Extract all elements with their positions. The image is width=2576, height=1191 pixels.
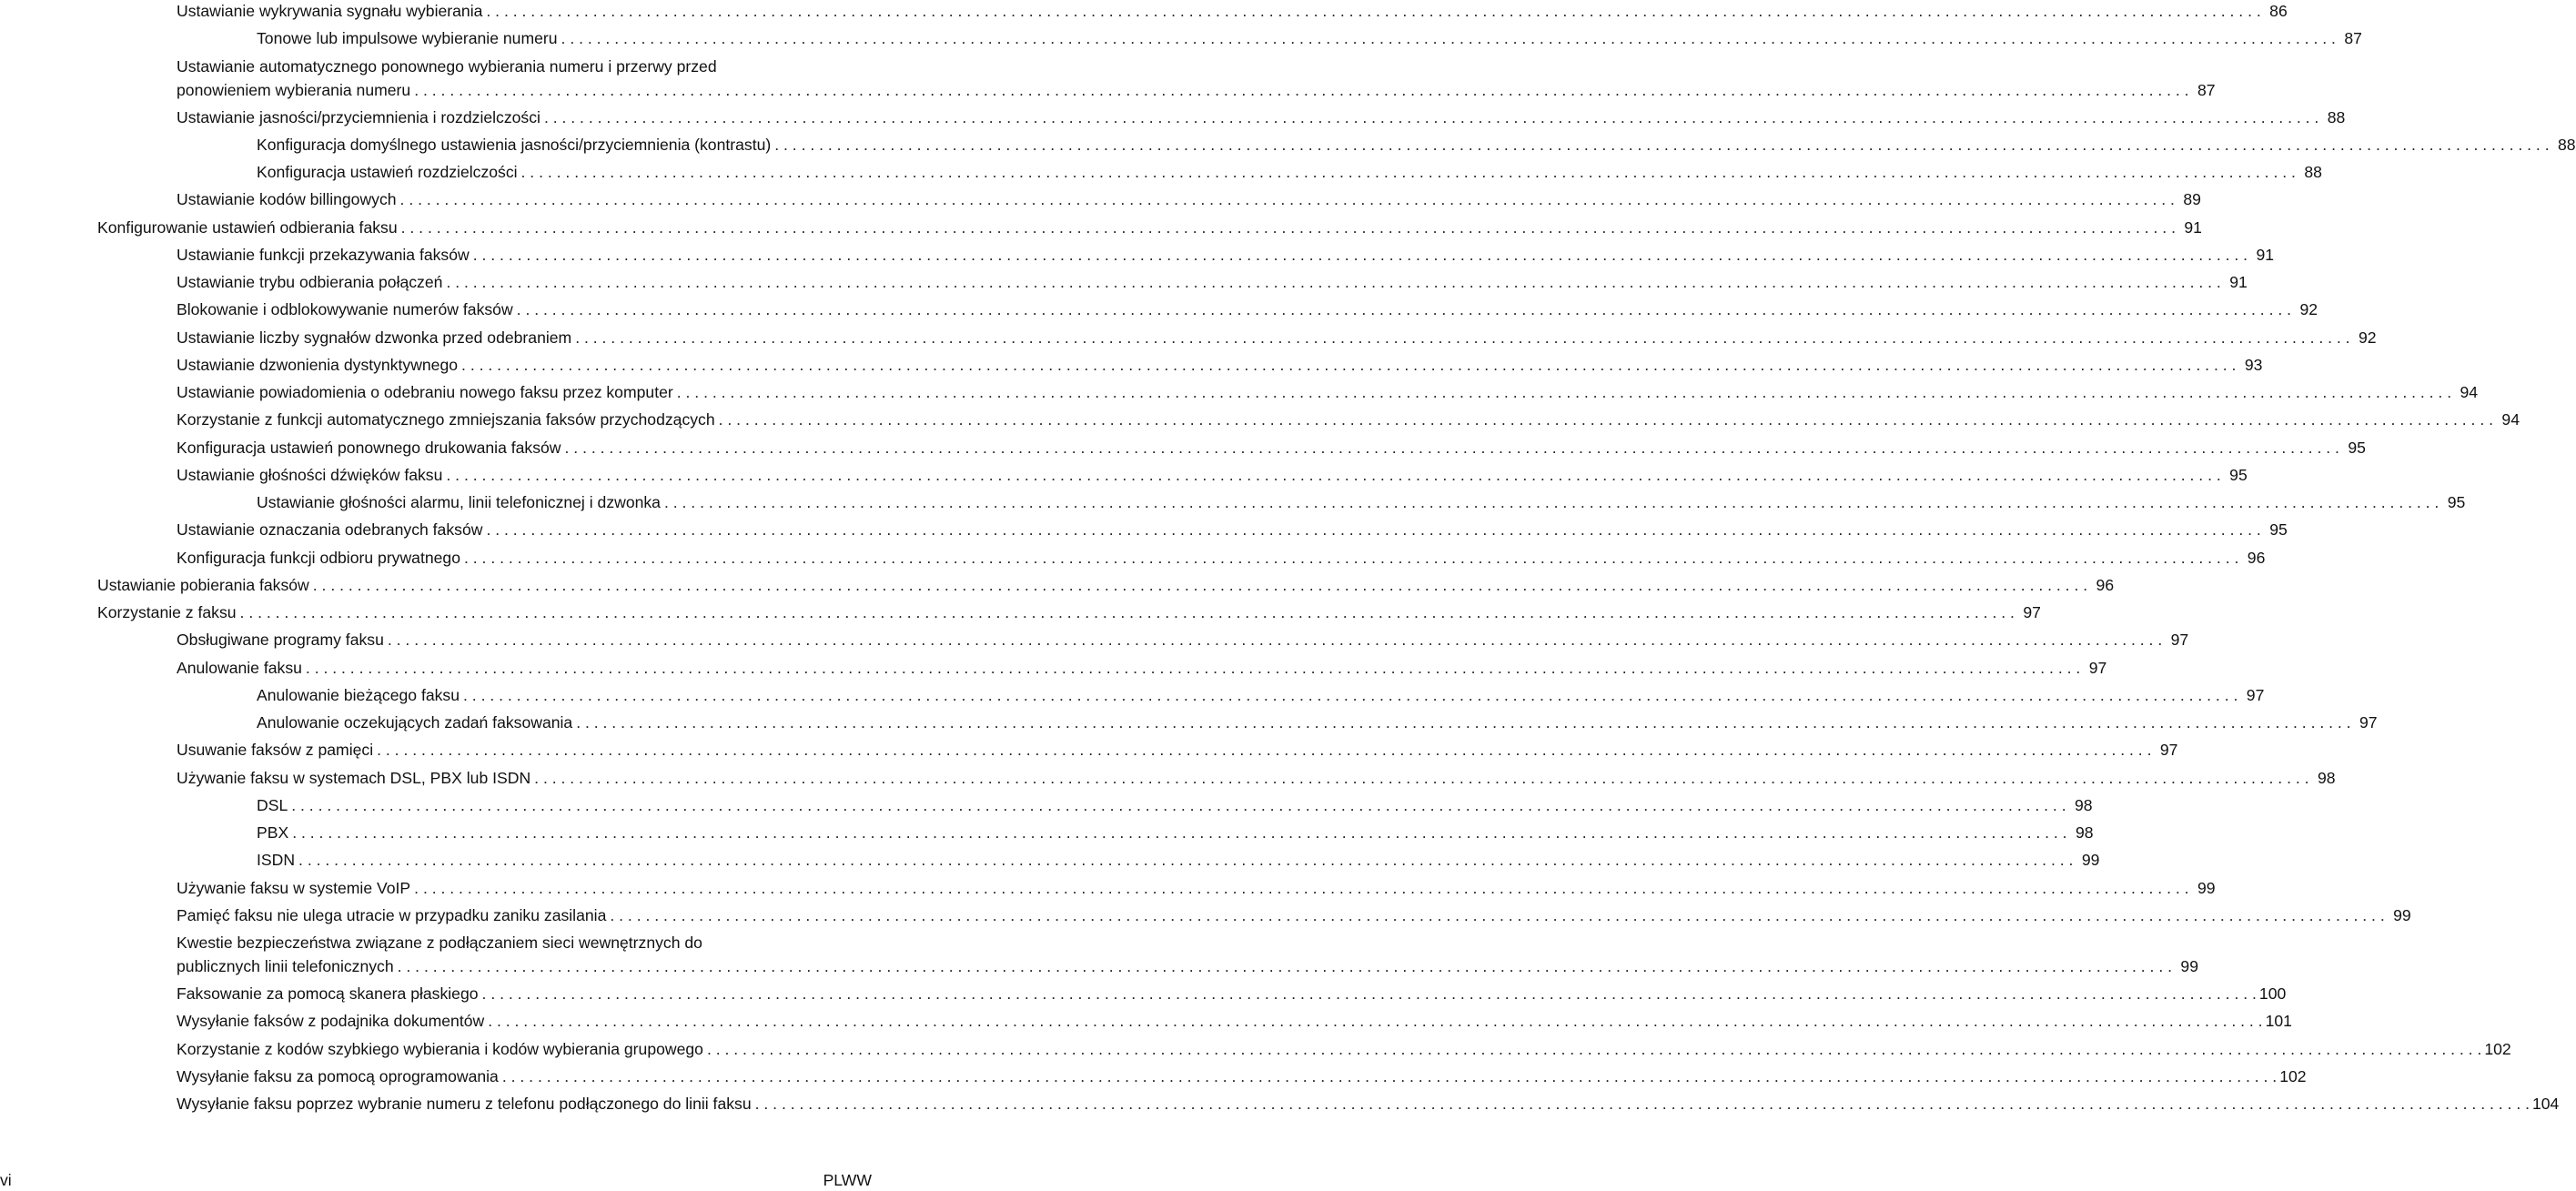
toc-entry-title: Tonowe lub impulsowe wybieranie numeru — [257, 29, 558, 48]
toc-page-number: 86 — [2269, 2, 2288, 20]
dot-leader: . . . . . . . . . . . . . . . . . . . . . . . . . . . . . . . . . . . . . . . . . . . . . . . . . . . . . . . . . . . . . . . . . . . . . . . . . . . . . . . . . . . . . . . . . . . . . . . . . . . . . . . . . . . . . . . . . . . . . . . . . . . . . . . . . . . . . . . . . . . . . . . . . . . . . . . . . . . . . . . . . . . . . . . . . . . . . . . . . . . . . . . . . . . . . . . . . . . . . . . . — [414, 878, 2189, 897]
toc-entry[interactable] — [177, 188, 2201, 210]
toc-page-number: 91 — [2184, 217, 2202, 237]
toc-page-number: 95 — [2348, 438, 2366, 457]
toc-entry-title: Ustawianie pobierania faksów — [97, 575, 309, 594]
toc-entry-title: Ustawianie automatycznego ponownego wybierania numeru i przerwy przed — [177, 56, 717, 76]
dot-leader: . . . . . . . . . . . . . . . . . . . . . . . . . . . . . . . . . . . . . . . . . . . . . . . . . . . . . . . . . . . . . . . . . . . . . . . . . . . . . . . . . . . . . . . . . . . . . . . . . . . . . . . . . . . . . . . . . . . . . . . . . . . . . . . . . . . . . . . . . . . . . . . . . . . . . . . . . . . . . . . . . . . . . . . . . . . . . . . . . . . . . . . . . . . . . . . . . . . . . . . . — [534, 768, 2309, 787]
toc-entry-title: Blokowanie i odblokowywanie numerów faksów — [177, 300, 513, 319]
toc-entry[interactable] — [257, 134, 2576, 156]
toc-entry-title: DSL — [257, 795, 288, 814]
toc-page-number: 95 — [2269, 520, 2288, 540]
toc-entry[interactable] — [257, 161, 2322, 183]
toc-page-number: 100 — [2258, 984, 2287, 1003]
toc-entry[interactable] — [177, 767, 2336, 789]
toc-entry[interactable] — [177, 1038, 2511, 1060]
toc-entry[interactable] — [177, 409, 2520, 430]
toc-page-number: 101 — [2265, 1012, 2292, 1031]
toc-page-number: 97 — [2170, 631, 2189, 650]
toc-entry-title: PBX — [257, 823, 289, 842]
toc-entry[interactable] — [177, 0, 2288, 22]
toc-page-number: 97 — [2359, 713, 2378, 732]
document-code: PLWW — [823, 1171, 872, 1189]
toc-page-number: 99 — [2197, 878, 2216, 897]
toc-page-number: 88 — [2327, 107, 2346, 126]
dot-leader: . . . . . . . . . . . . . . . . . . . . . . . . . . . . . . . . . . . . . . . . . . . . . . . . . . . . . . . . . . . . . . . . . . . . . . . . . . . . . . . . . . . . . . . . . . . . . . . . . . . . . . . . . . . . . . . . . . . . . . . . . . . . . . . . . . . . . . . . . . . . . . . . . . . . . . . . . . . . . . . . . . . . . . . . . . . . . . . . . . . . . . . . . . . . . . . . . . . . . . . . — [305, 658, 2081, 677]
dot-leader: . . . . . . . . . . . . . . . . . . . . . . . . . . . . . . . . . . . . . . . . . . . . . . . . . . . . . . . . . . . . . . . . . . . . . . . . . . . . . . . . . . . . . . . . . . . . . . . . . . . . . . . . . . . . . . . . . . . . . . . . . . . . . . . . . . . . . . . . . . . . . . . . . . . . . . . . . . . . . . . . . . . . . . . . . . . . . . . . . . . . . . . . . . . . . . . . . . . . . . . . — [501, 1066, 2278, 1085]
toc-entry[interactable] — [97, 217, 2202, 238]
toc-entry-title: Ustawianie wykrywania sygnału wybierania — [177, 2, 483, 20]
toc-entry[interactable] — [257, 849, 2100, 871]
toc-page-number: 89 — [2183, 190, 2201, 209]
toc-page-number: 87 — [2344, 29, 2362, 48]
toc-entry-title: Anulowanie oczekujących zadań faksowania — [257, 713, 573, 732]
toc-page-number: 91 — [2229, 273, 2248, 291]
toc-entry-title: Konfigurowanie ustawień odbierania faksu — [97, 217, 398, 237]
toc-page-number: 88 — [2304, 163, 2322, 181]
toc-page-number: 98 — [2075, 795, 2093, 814]
dot-leader: . . . . . . . . . . . . . . . . . . . . . . . . . . . . . . . . . . . . . . . . . . . . . . . . . . . . . . . . . . . . . . . . . . . . . . . . . . . . . . . . . . . . . . . . . . . . . . . . . . . . . . . . . . . . . . . . . . . . . . . . . . . . . . . . . . . . . . . . . . . . . . . . . . . . . . . . . . . . . . . . . . . . . . . . . . . . . . . . . . . . . . . . . . . . . . . . . . . . . . . . — [520, 163, 2296, 181]
toc-entry-title: Ustawianie głośności alarmu, linii telefonicznej i dzwonka — [257, 493, 661, 511]
toc-page-number: 94 — [2460, 383, 2479, 401]
dot-leader: . . . . . . . . . . . . . . . . . . . . . . . . . . . . . . . . . . . . . . . . . . . . . . . . . . . . . . . . . . . . . . . . . . . . . . . . . . . . . . . . . . . . . . . . . . . . . . . . . . . . . . . . . . . . . . . . . . . . . . . . . . . . . . . . . . . . . . . . . . . . . . . . . . . . . . . . . . . . . . . . . . . . . . . . . . . . . . . . . . . . . . . . . . . . . . . . . . . . . . . . — [706, 1039, 2482, 1058]
toc-entry[interactable] — [177, 327, 2377, 348]
toc-entry-title: Konfiguracja funkcji odbioru prywatnego — [177, 548, 460, 567]
toc-page-number: 94 — [2501, 410, 2520, 429]
dot-leader: . . . . . . . . . . . . . . . . . . . . . . . . . . . . . . . . . . . . . . . . . . . . . . . . . . . . . . . . . . . . . . . . . . . . . . . . . . . . . . . . . . . . . . . . . . . . . . . . . . . . . . . . . . . . . . . . . . . . . . . . . . . . . . . . . . . . . . . . . . . . . . . . . . . . . . . . . . . . . . . . . . . . . . . . . . . . . . . . . . . . . . . . . . . . . . . . . . . . . . . . — [312, 575, 2088, 594]
toc-entry[interactable] — [257, 27, 2362, 49]
toc-entry-title-continued: publicznych linii telefonicznych — [177, 957, 394, 975]
toc-entry[interactable] — [177, 106, 2346, 128]
toc-entry-title: Korzystanie z faksu — [97, 603, 237, 621]
toc-page-number: 92 — [2299, 300, 2318, 319]
toc-entry-title: Konfiguracja ustawień rozdzielczości — [257, 163, 518, 181]
dot-leader: . . . . . . . . . . . . . . . . . . . . . . . . . . . . . . . . . . . . . . . . . . . . . . . . . . . . . . . . . . . . . . . . . . . . . . . . . . . . . . . . . . . . . . . . . . . . . . . . . . . . . . . . . . . . . . . . . . . . . . . . . . . . . . . . . . . . . . . . . . . . . . . . . . . . . . . . . . . . . . . . . . . . . . . . . . . . . . . . . . . . . . . . . . . . . . . . . . . . . . . . — [516, 300, 2292, 319]
toc-page-number: 102 — [2279, 1066, 2307, 1085]
dot-leader: . . . . . . . . . . . . . . . . . . . . . . . . . . . . . . . . . . . . . . . . . . . . . . . . . . . . . . . . . . . . . . . . . . . . . . . . . . . . . . . . . . . . . . . . . . . . . . . . . . . . . . . . . . . . . . . . . . . . . . . . . . . . . . . . . . . . . . . . . . . . . . . . . . . . . . . . . . . . . . . . . . . . . . . . . . . . . . . . . . . . . . . . . . . . . . . . . . . . . . . . — [399, 190, 2175, 209]
toc-entry[interactable] — [177, 464, 2248, 486]
toc-entry-title: Ustawianie liczby sygnałów dzwonka przed odebraniem — [177, 328, 572, 347]
dot-leader: . . . . . . . . . . . . . . . . . . . . . . . . . . . . . . . . . . . . . . . . . . . . . . . . . . . . . . . . . . . . . . . . . . . . . . . . . . . . . . . . . . . . . . . . . . . . . . . . . . . . . . . . . . . . . . . . . . . . . . . . . . . . . . . . . . . . . . . . . . . . . . . . . . . . . . . . . . . . . . . . . . . . . . . . . . . . . . . . . . . . . . . . . . . . . . . . . . . . . . . . — [610, 905, 2385, 924]
toc-page-number: 87 — [2197, 80, 2216, 99]
toc-entry[interactable] — [177, 739, 2178, 761]
toc-entry-title: Korzystanie z funkcji automatycznego zmniejszania faksów przychodzących — [177, 410, 715, 429]
toc-entry[interactable] — [177, 1065, 2307, 1087]
dot-leader: . . . . . . . . . . . . . . . . . . . . . . . . . . . . . . . . . . . . . . . . . . . . . . . . . . . . . . . . . . . . . . . . . . . . . . . . . . . . . . . . . . . . . . . . . . . . . . . . . . . . . . . . . . . . . . . . . . . . . . . . . . . . . . . . . . . . . . . . . . . . . . . . . . . . . . . . . . . . . . . . . . . . . . . . . . . . . . . . . . . . . . . . . . . . . . . . . . . . . . . . — [486, 2, 2261, 20]
dot-leader: . . . . . . . . . . . . . . . . . . . . . . . . . . . . . . . . . . . . . . . . . . . . . . . . . . . . . . . . . . . . . . . . . . . . . . . . . . . . . . . . . . . . . . . . . . . . . . . . . . . . . . . . . . . . . . . . . . . . . . . . . . . . . . . . . . . . . . . . . . . . . . . . . . . . . . . . . . . . . . . . . . . . . . . . . . . . . . . . . . . . . . . . . . . . . . . . . . . . . . . . — [754, 1095, 2530, 1113]
toc-page-number: 98 — [2076, 823, 2094, 842]
dot-leader: . . . . . . . . . . . . . . . . . . . . . . . . . . . . . . . . . . . . . . . . . . . . . . . . . . . . . . . . . . . . . . . . . . . . . . . . . . . . . . . . . . . . . . . . . . . . . . . . . . . . . . . . . . . . . . . . . . . . . . . . . . . . . . . . . . . . . . . . . . . . . . . . . . . . . . . . . . . . . . . . . . . . . . . . . . . . . . . . . . . . . . . . . . . . . . . . . . . . . . . . — [718, 410, 2493, 429]
toc-page-number: 93 — [2244, 355, 2263, 374]
toc-page-number: 92 — [2358, 328, 2377, 347]
dot-leader: . . . . . . . . . . . . . . . . . . . . . . . . . . . . . . . . . . . . . . . . . . . . . . . . . . . . . . . . . . . . . . . . . . . . . . . . . . . . . . . . . . . . . . . . . . . . . . . . . . . . . . . . . . . . . . . . . . . . . . . . . . . . . . . . . . . . . . . . . . . . . . . . . . . . . . . . . . . . . . . . . . . . . . . . . . . . . . . . . . . . . . . . . . . . . . . . . . . . . . . . — [291, 795, 2066, 814]
toc-entry-title: Ustawianie trybu odbierania połączeń — [177, 273, 443, 291]
toc-entry-title: Używanie faksu w systemach DSL, PBX lub ISDN — [177, 768, 531, 787]
toc-entry[interactable] — [257, 822, 2094, 843]
dot-leader: . . . . . . . . . . . . . . . . . . . . . . . . . . . . . . . . . . . . . . . . . . . . . . . . . . . . . . . . . . . . . . . . . . . . . . . . . . . . . . . . . . . . . . . . . . . . . . . . . . . . . . . . . . . . . . . . . . . . . . . . . . . . . . . . . . . . . . . . . . . . . . . . . . . . . . . . . . . . . . . . . . . . . . . . . . . . . . . . . . . . . . . . . . . . . . . . . . . . . . . . — [561, 29, 2336, 48]
toc-page-number: 97 — [2088, 658, 2107, 677]
toc-entry[interactable] — [177, 1010, 2292, 1032]
toc-page-number: 102 — [2484, 1039, 2511, 1058]
toc-entry-title: Korzystanie z kodów szybkiego wybierania i kodów wybierania grupowego — [177, 1039, 703, 1058]
toc-entry-title: Wysyłanie faksów z podajnika dokumentów — [177, 1012, 485, 1031]
toc-entry[interactable] — [177, 437, 2366, 459]
toc-entry-title: Anulowanie bieżącego faksu — [257, 685, 460, 704]
toc-entry-title: Konfiguracja domyślnego ustawienia jasności/przyciemnienia (kontrastu) — [257, 135, 772, 154]
dot-leader: . . . . . . . . . . . . . . . . . . . . . . . . . . . . . . . . . . . . . . . . . . . . . . . . . . . . . . . . . . . . . . . . . . . . . . . . . . . . . . . . . . . . . . . . . . . . . . . . . . . . . . . . . . . . . . . . . . . . . . . . . . . . . . . . . . . . . . . . . . . . . . . . . . . . . . . . . . . . . . . . . . . . . . . . . . . . . . . . . . . . . . . . . . . . . . . . . . . . . . . . — [400, 217, 2176, 237]
dot-leader: . . . . . . . . . . . . . . . . . . . . . . . . . . . . . . . . . . . . . . . . . . . . . . . . . . . . . . . . . . . . . . . . . . . . . . . . . . . . . . . . . . . . . . . . . . . . . . . . . . . . . . . . . . . . . . . . . . . . . . . . . . . . . . . . . . . . . . . . . . . . . . . . . . . . . . . . . . . . . . . . . . . . . . . . . . . . . . . . . . . . . . . . . . . . . . . . . . . . . . . . — [488, 1012, 2263, 1031]
toc-page-number: 99 — [2180, 957, 2198, 975]
toc-entry[interactable] — [177, 657, 2107, 679]
toc-page-number: 96 — [2096, 575, 2115, 594]
toc-entry[interactable] — [177, 519, 2288, 540]
toc-entry-title: Usuwanie faksów z pamięci — [177, 741, 374, 760]
toc-page-number: 96 — [2247, 548, 2266, 567]
toc-page-number: 104 — [2531, 1095, 2560, 1113]
toc-page-number: 97 — [2159, 741, 2178, 760]
toc-page-number: 95 — [2229, 465, 2248, 484]
toc-entry-title: ISDN — [257, 851, 296, 870]
toc-entry[interactable] — [177, 983, 2287, 1004]
toc-entry-title: Ustawianie głośności dźwięków faksu — [177, 465, 443, 484]
toc-entry-title: Wysyłanie faksu poprzez wybranie numeru z telefonu podłączonego do linii faksu — [177, 1095, 752, 1113]
dot-leader: . . . . . . . . . . . . . . . . . . . . . . . . . . . . . . . . . . . . . . . . . . . . . . . . . . . . . . . . . . . . . . . . . . . . . . . . . . . . . . . . . . . . . . . . . . . . . . . . . . . . . . . . . . . . . . . . . . . . . . . . . . . . . . . . . . . . . . . . . . . . . . . . . . . . . . . . . . . . . . . . . . . . . . . . . . . . . . . . . . . . . . . . . . . . . . . . . . . . . . . . — [575, 328, 2350, 347]
dot-leader: . . . . . . . . . . . . . . . . . . . . . . . . . . . . . . . . . . . . . . . . . . . . . . . . . . . . . . . . . . . . . . . . . . . . . . . . . . . . . . . . . . . . . . . . . . . . . . . . . . . . . . . . . . . . . . . . . . . . . . . . . . . . . . . . . . . . . . . . . . . . . . . . . . . . . . . . . . . . . . . . . . . . . . . . . . . . . . . . . . . . . . . . . . . . . . . . . . . . . . . . — [481, 984, 2257, 1003]
toc-entry-title-continued: ponowieniem wybierania numeru — [177, 80, 411, 99]
dot-leader: . . . . . . . . . . . . . . . . . . . . . . . . . . . . . . . . . . . . . . . . . . . . . . . . . . . . . . . . . . . . . . . . . . . . . . . . . . . . . . . . . . . . . . . . . . . . . . . . . . . . . . . . . . . . . . . . . . . . . . . . . . . . . . . . . . . . . . . . . . . . . . . . . . . . . . . . . . . . . . . . . . . . . . . . . . . . . . . . . . . . . . . . . . . . . . . . . . . . . . . . — [292, 823, 2067, 842]
dot-leader: . . . . . . . . . . . . . . . . . . . . . . . . . . . . . . . . . . . . . . . . . . . . . . . . . . . . . . . . . . . . . . . . . . . . . . . . . . . . . . . . . . . . . . . . . . . . . . . . . . . . . . . . . . . . . . . . . . . . . . . . . . . . . . . . . . . . . . . . . . . . . . . . . . . . . . . . . . . . . . . . . . . . . . . . . . . . . . . . . . . . . . . . . . . . . . . . . . . . . . . . — [239, 603, 2015, 621]
toc-page-number: 99 — [2081, 851, 2100, 870]
toc-entry[interactable] — [257, 794, 2093, 816]
toc-page-number: 98 — [2317, 768, 2336, 787]
toc-entry-title: Pamięć faksu nie ulega utracie w przypadku zaniku zasilania — [177, 905, 607, 924]
toc-page-number: 88 — [2558, 135, 2576, 154]
dot-leader: . . . . . . . . . . . . . . . . . . . . . . . . . . . . . . . . . . . . . . . . . . . . . . . . . . . . . . . . . . . . . . . . . . . . . . . . . . . . . . . . . . . . . . . . . . . . . . . . . . . . . . . . . . . . . . . . . . . . . . . . . . . . . . . . . . . . . . . . . . . . . . . . . . . . . . . . . . . . . . . . . . . . . . . . . . . . . . . . . . . . . . . . . . . . . . . . . . . . . . . . — [446, 465, 2221, 484]
toc-entry-title: Ustawianie powiadomienia o odebraniu nowego faksu przez komputer — [177, 383, 673, 401]
toc-page-number: 99 — [2393, 905, 2411, 924]
dot-leader: . . . . . . . . . . . . . . . . . . . . . . . . . . . . . . . . . . . . . . . . . . . . . . . . . . . . . . . . . . . . . . . . . . . . . . . . . . . . . . . . . . . . . . . . . . . . . . . . . . . . . . . . . . . . . . . . . . . . . . . . . . . . . . . . . . . . . . . . . . . . . . . . . . . . . . . . . . . . . . . . . . . . . . . . . . . . . . . . . . . . . . . . . . . . . . . . . . . . . . . . — [414, 80, 2189, 99]
dot-leader: . . . . . . . . . . . . . . . . . . . . . . . . . . . . . . . . . . . . . . . . . . . . . . . . . . . . . . . . . . . . . . . . . . . . . . . . . . . . . . . . . . . . . . . . . . . . . . . . . . . . . . . . . . . . . . . . . . . . . . . . . . . . . . . . . . . . . . . . . . . . . . . . . . . . . . . . . . . . . . . . . . . . . . . . . . . . . . . . . . . . . . . . . . . . . . . . . . . . . . . . — [472, 245, 2248, 264]
toc-entry-title: Wysyłanie faksu za pomocą oprogramowania — [177, 1066, 499, 1085]
toc-entry[interactable] — [177, 381, 2479, 403]
dot-leader: . . . . . . . . . . . . . . . . . . . . . . . . . . . . . . . . . . . . . . . . . . . . . . . . . . . . . . . . . . . . . . . . . . . . . . . . . . . . . . . . . . . . . . . . . . . . . . . . . . . . . . . . . . . . . . . . . . . . . . . . . . . . . . . . . . . . . . . . . . . . . . . . . . . . . . . . . . . . . . . . . . . . . . . . . . . . . . . . . . . . . . . . . . . . . . . . . . . . . . . . — [676, 383, 2452, 401]
dot-leader: . . . . . . . . . . . . . . . . . . . . . . . . . . . . . . . . . . . . . . . . . . . . . . . . . . . . . . . . . . . . . . . . . . . . . . . . . . . . . . . . . . . . . . . . . . . . . . . . . . . . . . . . . . . . . . . . . . . . . . . . . . . . . . . . . . . . . . . . . . . . . . . . . . . . . . . . . . . . . . . . . . . . . . . . . . . . . . . . . . . . . . . . . . . . . . . . . . . . . . . . — [663, 493, 2440, 511]
toc-entry[interactable] — [177, 354, 2263, 376]
dot-leader: . . . . . . . . . . . . . . . . . . . . . . . . . . . . . . . . . . . . . . . . . . . . . . . . . . . . . . . . . . . . . . . . . . . . . . . . . . . . . . . . . . . . . . . . . . . . . . . . . . . . . . . . . . . . . . . . . . . . . . . . . . . . . . . . . . . . . . . . . . . . . . . . . . . . . . . . . . . . . . . . . . . . . . . . . . . . . . . . . . . . . . . . . . . . . . . . . . . . . . . . — [461, 355, 2237, 374]
toc-entry[interactable] — [177, 244, 2275, 266]
dot-leader: . . . . . . . . . . . . . . . . . . . . . . . . . . . . . . . . . . . . . . . . . . . . . . . . . . . . . . . . . . . . . . . . . . . . . . . . . . . . . . . . . . . . . . . . . . . . . . . . . . . . . . . . . . . . . . . . . . . . . . . . . . . . . . . . . . . . . . . . . . . . . . . . . . . . . . . . . . . . . . . . . . . . . . . . . . . . . . . . . . . . . . . . . . . . . . . . . . . . . . . . — [576, 713, 2351, 732]
toc-entry[interactable] — [177, 271, 2248, 293]
dot-leader: . . . . . . . . . . . . . . . . . . . . . . . . . . . . . . . . . . . . . . . . . . . . . . . . . . . . . . . . . . . . . . . . . . . . . . . . . . . . . . . . . . . . . . . . . . . . . . . . . . . . . . . . . . . . . . . . . . . . . . . . . . . . . . . . . . . . . . . . . . . . . . . . . . . . . . . . . . . . . . . . . . . . . . . . . . . . . . . . . . . . . . . . . . . . . . . . . . . . . . . . — [397, 957, 2172, 975]
toc-entry-title: Używanie faksu w systemie VoIP — [177, 878, 411, 897]
toc-entry[interactable] — [177, 877, 2216, 899]
toc-entry[interactable] — [177, 932, 2198, 977]
toc-entry-title: Konfiguracja ustawień ponownego drukowania faksów — [177, 438, 561, 457]
toc-entry[interactable] — [257, 684, 2265, 706]
toc-entry-title: Ustawianie dzwonienia dystynktywnego — [177, 355, 459, 374]
toc-page-number: 91 — [2256, 245, 2275, 264]
toc-entry[interactable] — [257, 491, 2466, 513]
dot-leader: . . . . . . . . . . . . . . . . . . . . . . . . . . . . . . . . . . . . . . . . . . . . . . . . . . . . . . . . . . . . . . . . . . . . . . . . . . . . . . . . . . . . . . . . . . . . . . . . . . . . . . . . . . . . . . . . . . . . . . . . . . . . . . . . . . . . . . . . . . . . . . . . . . . . . . . . . . . . . . . . . . . . . . . . . . . . . . . . . . . . . . . . . . . . . . . . . . . . . . . . — [464, 548, 2239, 567]
toc-entry-title: Faksowanie za pomocą skanera płaskiego — [177, 984, 479, 1003]
dot-leader: . . . . . . . . . . . . . . . . . . . . . . . . . . . . . . . . . . . . . . . . . . . . . . . . . . . . . . . . . . . . . . . . . . . . . . . . . . . . . . . . . . . . . . . . . . . . . . . . . . . . . . . . . . . . . . . . . . . . . . . . . . . . . . . . . . . . . . . . . . . . . . . . . . . . . . . . . . . . . . . . . . . . . . . . . . . . . . . . . . . . . . . . . . . . . . . . . . . . . . . . — [377, 741, 2152, 760]
dot-leader: . . . . . . . . . . . . . . . . . . . . . . . . . . . . . . . . . . . . . . . . . . . . . . . . . . . . . . . . . . . . . . . . . . . . . . . . . . . . . . . . . . . . . . . . . . . . . . . . . . . . . . . . . . . . . . . . . . . . . . . . . . . . . . . . . . . . . . . . . . . . . . . . . . . . . . . . . . . . . . . . . . . . . . . . . . . . . . . . . . . . . . . . . . . . . . . . . . . . . . . . — [774, 135, 2550, 154]
dot-leader: . . . . . . . . . . . . . . . . . . . . . . . . . . . . . . . . . . . . . . . . . . . . . . . . . . . . . . . . . . . . . . . . . . . . . . . . . . . . . . . . . . . . . . . . . . . . . . . . . . . . . . . . . . . . . . . . . . . . . . . . . . . . . . . . . . . . . . . . . . . . . . . . . . . . . . . . . . . . . . . . . . . . . . . . . . . . . . . . . . . . . . . . . . . . . . . . . . . . . . . . — [463, 685, 2238, 704]
toc-page-number: 97 — [2023, 603, 2041, 621]
toc-page-number: 97 — [2246, 685, 2265, 704]
toc-entry[interactable] — [177, 904, 2411, 926]
toc-entry[interactable] — [177, 547, 2266, 569]
dot-leader: . . . . . . . . . . . . . . . . . . . . . . . . . . . . . . . . . . . . . . . . . . . . . . . . . . . . . . . . . . . . . . . . . . . . . . . . . . . . . . . . . . . . . . . . . . . . . . . . . . . . . . . . . . . . . . . . . . . . . . . . . . . . . . . . . . . . . . . . . . . . . . . . . . . . . . . . . . . . . . . . . . . . . . . . . . . . . . . . . . . . . . . . . . . . . . . . . . . . . . . . — [543, 107, 2319, 126]
toc-entry[interactable] — [177, 629, 2189, 651]
toc-entry-title: Ustawianie funkcji przekazywania faksów — [177, 245, 470, 264]
toc-entry-title: Kwestie bezpieczeństwa związane z podłączaniem sieci wewnętrznych do — [177, 934, 702, 952]
toc-entry[interactable] — [97, 574, 2115, 596]
toc-entry[interactable] — [177, 1093, 2560, 1115]
toc-entry[interactable] — [97, 601, 2041, 623]
toc-entry-title: Obsługiwane programy faksu — [177, 631, 384, 650]
toc-entry-title: Ustawianie oznaczania odebranych faksów — [177, 520, 483, 540]
dot-leader: . . . . . . . . . . . . . . . . . . . . . . . . . . . . . . . . . . . . . . . . . . . . . . . . . . . . . . . . . . . . . . . . . . . . . . . . . . . . . . . . . . . . . . . . . . . . . . . . . . . . . . . . . . . . . . . . . . . . . . . . . . . . . . . . . . . . . . . . . . . . . . . . . . . . . . . . . . . . . . . . . . . . . . . . . . . . . . . . . . . . . . . . . . . . . . . . . . . . . . . . — [486, 520, 2261, 540]
page-number: vi — [0, 1171, 12, 1189]
toc-entry[interactable] — [177, 298, 2318, 320]
toc-entry-title: Anulowanie faksu — [177, 658, 302, 677]
toc-entry[interactable] — [257, 712, 2378, 733]
dot-leader: . . . . . . . . . . . . . . . . . . . . . . . . . . . . . . . . . . . . . . . . . . . . . . . . . . . . . . . . . . . . . . . . . . . . . . . . . . . . . . . . . . . . . . . . . . . . . . . . . . . . . . . . . . . . . . . . . . . . . . . . . . . . . . . . . . . . . . . . . . . . . . . . . . . . . . . . . . . . . . . . . . . . . . . . . . . . . . . . . . . . . . . . . . . . . . . . . . . . . . . . — [387, 631, 2163, 650]
toc-entry-title: Ustawianie jasności/przyciemnienia i rozdzielczości — [177, 107, 540, 126]
toc-entry-title: Ustawianie kodów billingowych — [177, 190, 397, 209]
dot-leader: . . . . . . . . . . . . . . . . . . . . . . . . . . . . . . . . . . . . . . . . . . . . . . . . . . . . . . . . . . . . . . . . . . . . . . . . . . . . . . . . . . . . . . . . . . . . . . . . . . . . . . . . . . . . . . . . . . . . . . . . . . . . . . . . . . . . . . . . . . . . . . . . . . . . . . . . . . . . . . . . . . . . . . . . . . . . . . . . . . . . . . . . . . . . . . . . . . . . . . . . — [446, 273, 2221, 291]
dot-leader: . . . . . . . . . . . . . . . . . . . . . . . . . . . . . . . . . . . . . . . . . . . . . . . . . . . . . . . . . . . . . . . . . . . . . . . . . . . . . . . . . . . . . . . . . . . . . . . . . . . . . . . . . . . . . . . . . . . . . . . . . . . . . . . . . . . . . . . . . . . . . . . . . . . . . . . . . . . . . . . . . . . . . . . . . . . . . . . . . . . . . . . . . . . . . . . . . . . . . . . . — [298, 851, 2074, 870]
toc-page-number: 95 — [2447, 493, 2466, 511]
toc-entry[interactable] — [177, 56, 2216, 101]
dot-leader: . . . . . . . . . . . . . . . . . . . . . . . . . . . . . . . . . . . . . . . . . . . . . . . . . . . . . . . . . . . . . . . . . . . . . . . . . . . . . . . . . . . . . . . . . . . . . . . . . . . . . . . . . . . . . . . . . . . . . . . . . . . . . . . . . . . . . . . . . . . . . . . . . . . . . . . . . . . . . . . . . . . . . . . . . . . . . . . . . . . . . . . . . . . . . . . . . . . . . . . . — [564, 438, 2339, 457]
